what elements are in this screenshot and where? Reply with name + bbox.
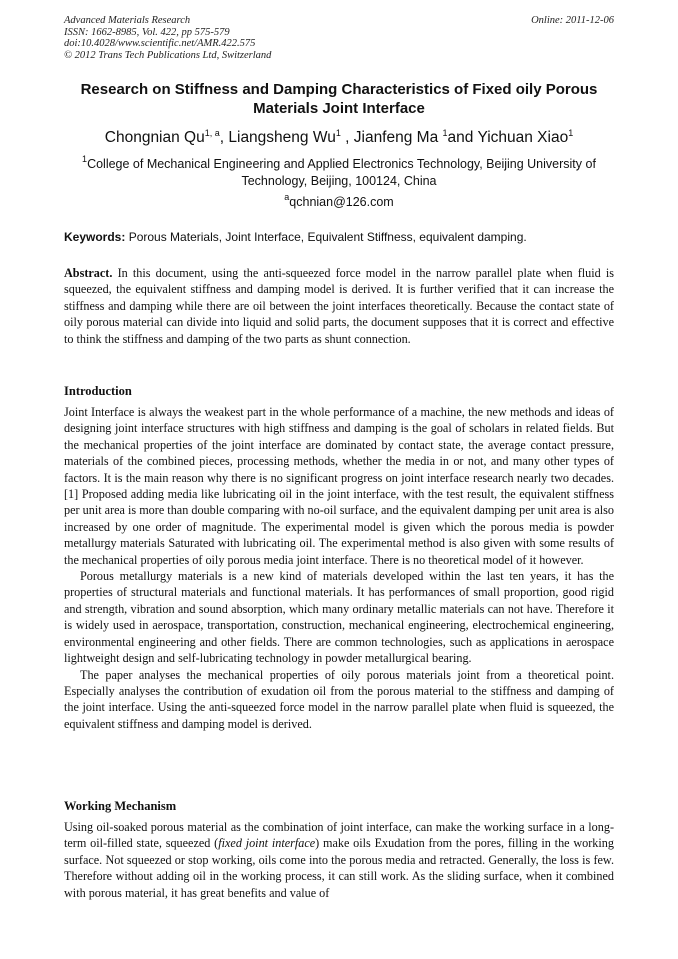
author-name: Jianfeng Ma <box>353 129 439 146</box>
section-heading-introduction: Introduction <box>64 384 132 398</box>
author-email <box>60 194 618 210</box>
author-list: Chongnian Qu$^{1, a}$, Liangsheng Wu$^1$ , Jianfeng Ma $^1$and Yichuan Xiao$^1$ <box>104 128 574 146</box>
email-text: qchnian@126.com <box>289 195 394 209</box>
author-name: Liangsheng Wu <box>228 129 336 146</box>
section-heading-working-mechanism: Working Mechanism <box>64 799 177 813</box>
keywords <box>64 229 614 245</box>
introduction-body <box>64 404 614 732</box>
online-date: Online: 2011-12-06 <box>531 15 614 26</box>
working-paragraph-1 <box>64 819 614 901</box>
journal-name: Advanced Materials Research <box>64 15 191 26</box>
introduction-paragraph-2: Porous metallurgy materials is a new kind of materials developed within the last ten years, it has the properties of structural materials and functional materials. It has performances of small proportion, good rigid and strength, vibration and sound absorption, which many ordinary metallic materials can not have. Therefore it is widely used in aerospace, transportation, construction, mechanical engineering, electrochemical engineering, environmental engineering and other fields. There are common technologies, such as applications in aerospace lightweight design and self-lubricating technology in powder metallurgical bearing. <box>64 569 614 666</box>
affiliation <box>60 156 618 190</box>
introduction-paragraph-1: Joint Interface is always the weakest part in the whole performance of a machine, the new methods and ideas of designing joint interface structures with high stiffness and damping is the goal of scholars in related fields. But the mechanical properties of the joint interface are dominated by contact state, the average contact pressure, materials of the combined pieces, processing methods, whether the media in or not, and many other types of factors. It is the main reason why there is no significant progress on joint interface research nearly two decades. [1] Proposed adding media like lubricating oil in the joint interface, with the test result, the equivalent stiffness per unit area is more than double comparing with no-oil surface, and the equivalent damping per unit area is also increased by one order of magnitude. The experimental model is given which the porous media is powder metallurgy materials Saturated with lubricating oil. The experimental method is also given with some results of the mechanical properties of oily porous media joint interface. There is no theoretical model of it however. <box>64 405 614 567</box>
paper-title: Research on Stiffness and Damping Characteristics of Fixed oily Porous Materials Joint Interface <box>80 81 598 117</box>
journal-header <box>64 15 271 61</box>
keywords-text: Porous Materials, Joint Interface, Equivalent Stiffness, equivalent damping. <box>128 230 527 244</box>
author-affil-mark: 1, a <box>204 128 220 138</box>
working-text-1: Using oil-soaked porous material as the combination of joint interface, can make the working surface in a long-term oil-filled state, squeezed ( <box>64 820 614 851</box>
abstract <box>64 265 614 347</box>
affiliation-mark: 1 <box>82 154 88 164</box>
author-name: Yichuan Xiao <box>477 129 569 146</box>
doi-line: doi:10.4028/www.scientific.net/AMR.422.575 <box>64 38 256 49</box>
abstract-label: Abstract. <box>64 266 113 280</box>
author-affil-mark: 1 <box>442 128 448 138</box>
author-conjunction: and <box>447 129 474 146</box>
working-text-2: ) make oils Exudation from the pores, filling in the working surface. Not squeezed or stop working, oils come into the porous media and retracted. Generally, the loss is few. Therefore without adding oil in the working process, it can still work. As the sliding surface, when it combined with porous material, it has great benefits and value of <box>64 836 614 900</box>
author-name: Chongnian Qu <box>104 129 205 146</box>
author-affil-mark: 1 <box>568 128 574 138</box>
affiliation-text: College of Mechanical Engineering and Applied Electronics Technology, Beijing University of Technology, Beijing, 100124, China <box>87 157 596 188</box>
keywords-label: Keywords: <box>64 230 126 244</box>
working-mechanism-body <box>64 819 614 901</box>
issn-line: ISSN: 1662-8985, Vol. 422, pp 575-579 <box>64 26 230 38</box>
introduction-paragraph-3: The paper analyses the mechanical properties of oily porous materials joint from a theoretical point. Especially analyses the contribution of exudation oil from the porous material to the stiffness and damping of the joint interface. Using the anti-squeezed force model in the narrow parallel plate when fluid is squeezed, the equivalent stiffness and damping model is derived. <box>64 667 614 731</box>
email-mark: a <box>284 192 290 202</box>
working-italic-term: fixed joint interface <box>218 836 316 851</box>
abstract-text: In this document, using the anti-squeezed force model in the narrow parallel plate when fluid is squeezed, the equivalent stiffness and damping model is derived. It is further verified that it can increase the stiffness and damping while there are oil between the joint interfaces theoretically. Because the contact state of oily porous material can divide into liquid and solid parts, the document supposes that it is correct and effective to think the stiffness and damping of the two parts as shunt connection. <box>64 266 615 346</box>
author-affil-mark: 1 <box>335 128 341 138</box>
copyright-line: © 2012 Trans Tech Publications Ltd, Switzerland <box>64 49 272 61</box>
